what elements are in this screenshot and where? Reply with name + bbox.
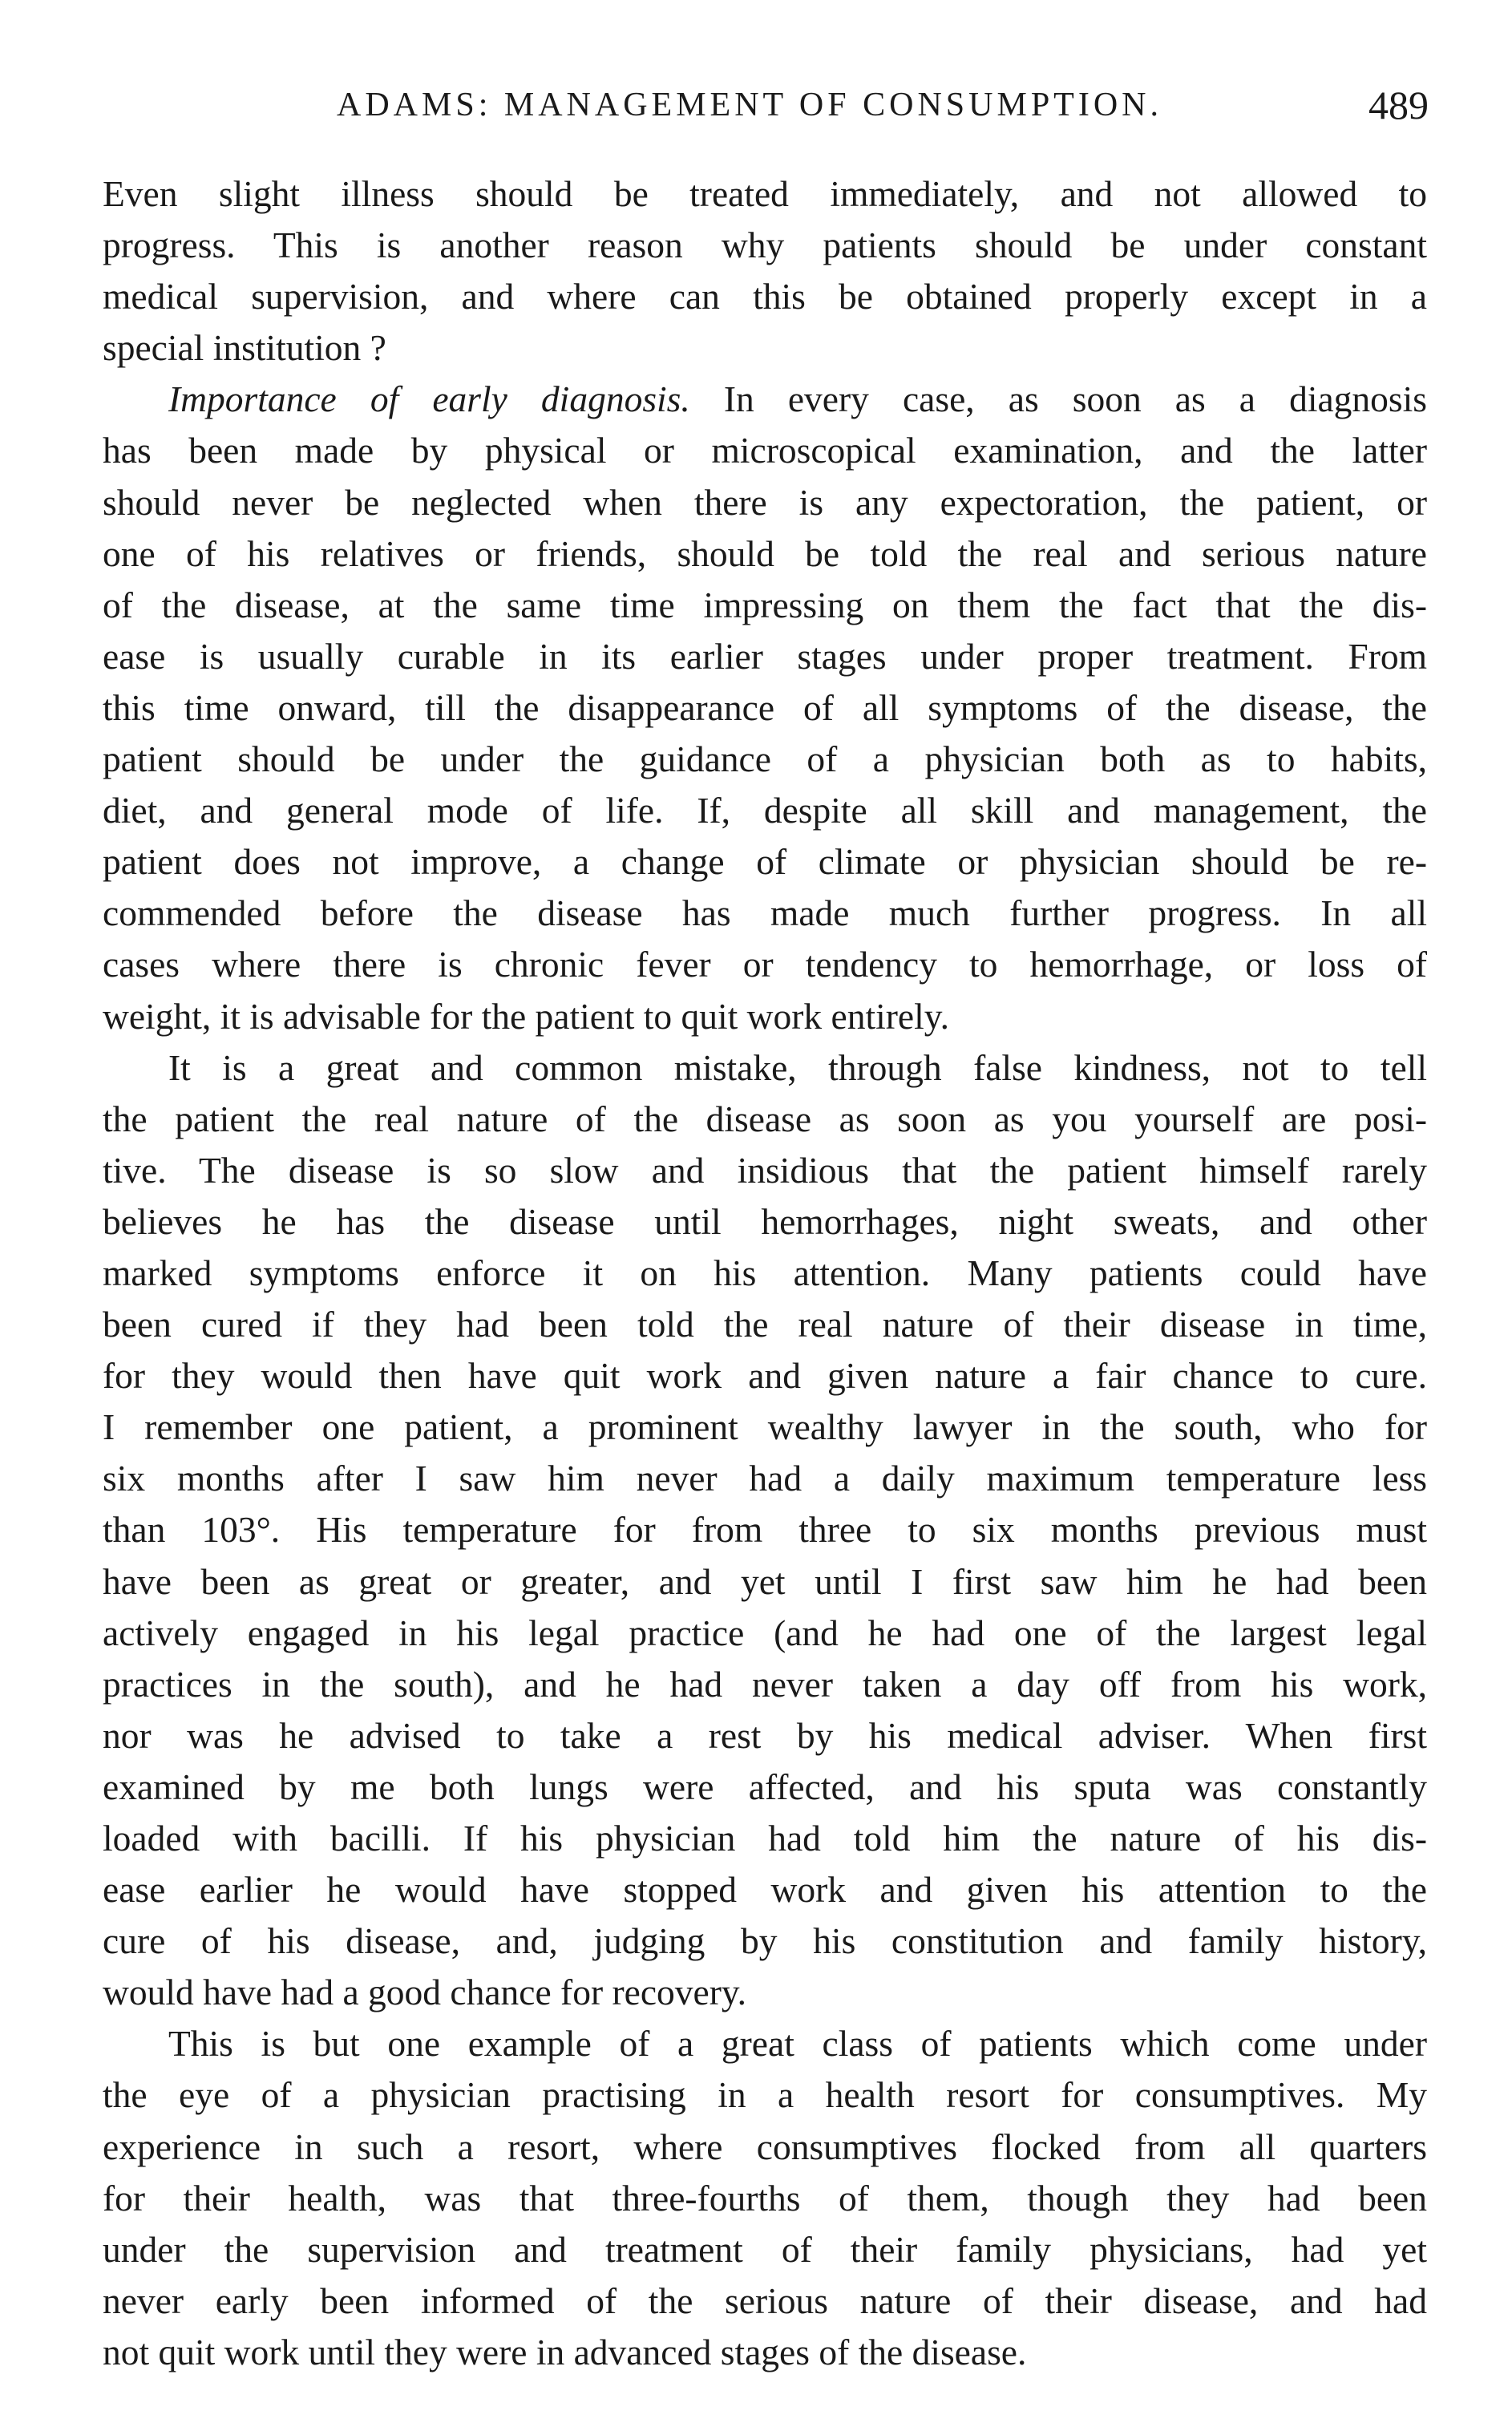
line-text: not quit work until they were in advanced stages of the disease. <box>103 2331 1027 2372</box>
line-text: ease is usually curable in its earlier stages under proper treatment. From <box>103 635 1427 677</box>
text-line <box>103 2173 1427 2224</box>
line-text: progress. This is another reason why patients should be under constant <box>103 225 1427 266</box>
line-text: has been made by physical or microscopical examination, and the latter <box>103 430 1427 471</box>
line-text: than 103°. His temperature for from three to six months previous must <box>103 1509 1427 1551</box>
line-text: cases where there is chronic fever or tendency to hemorrhage, or loss of <box>103 944 1427 985</box>
text-line <box>103 1659 1427 1710</box>
text-line <box>103 220 1427 271</box>
line-text: for they would then have quit work and given nature a fair chance to cure. <box>103 1355 1427 1397</box>
paragraph <box>103 1042 1427 2019</box>
line-text: commended before the disease has made much further progress. In all <box>103 892 1427 934</box>
text-line <box>103 168 1427 220</box>
line-text: practices in the south), and he had never taken a day off from his work, <box>103 1663 1427 1705</box>
line-text: should never be neglected when there is any expectoration, the patient, or <box>103 481 1427 523</box>
text-line <box>103 2275 1427 2327</box>
line-text: nor was he advised to take a rest by his medical adviser. When first <box>103 1714 1427 1756</box>
line-text: This is but one example of a great class of patients which come under <box>168 2023 1427 2065</box>
line-text: diet, and general mode of life. If, despite all skill and management, the <box>103 790 1427 831</box>
text-line <box>103 785 1427 836</box>
text-line <box>103 1196 1427 1248</box>
text-line <box>103 1042 1427 1094</box>
line-text: would have had a good chance for recovery. <box>103 1972 747 2013</box>
text-line <box>103 1864 1427 1915</box>
line-text: marked symptoms enforce it on his attention. Many patients could have <box>103 1252 1427 1293</box>
text-line <box>103 1299 1427 1350</box>
text-line <box>103 836 1427 888</box>
line-text: In every case, as soon as a diagnosis <box>689 378 1427 420</box>
line-text: weight, it is advisable for the patient to quit work entirely. <box>103 995 949 1037</box>
text-line <box>103 374 1427 425</box>
running-head <box>104 77 1429 133</box>
text-line <box>103 888 1427 939</box>
line-text: for their health, was that three-fourths of them, though they had been <box>103 2177 1427 2219</box>
line-text: have been as great or greater, and yet until I first saw him he had been <box>103 1560 1427 1602</box>
text-line <box>103 1402 1427 1453</box>
text-line <box>103 1094 1427 1145</box>
line-text: special institution ? <box>103 327 386 369</box>
line-text: been cured if they had been told the real nature of their disease in time, <box>103 1304 1427 1345</box>
line-text: this time onward, till the disappearance of all symptoms of the disease, the <box>103 686 1427 728</box>
line-text: the patient the real nature of the disease as soon as you yourself are posi- <box>103 1098 1427 1139</box>
line-text: never early been informed of the serious nature of their disease, and had <box>103 2279 1427 2321</box>
line-text: I remember one patient, a prominent wealthy lawyer in the south, who for <box>103 1406 1427 1448</box>
line-text: actively engaged in his legal practice (and he had one of the largest legal <box>103 1612 1427 1653</box>
text-line <box>103 1813 1427 1864</box>
text-line <box>103 939 1427 990</box>
run-in-heading: Importance of early diagnosis. <box>168 378 690 420</box>
line-text: It is a great and common mistake, through false kindness, not to tell <box>168 1046 1427 1088</box>
paragraph <box>103 2018 1427 2378</box>
text-line <box>103 1967 1427 2018</box>
page-number: 489 <box>1368 83 1429 127</box>
text-line <box>103 1556 1427 1608</box>
running-title: ADAMS: MANAGEMENT OF CONSUMPTION. <box>337 87 1162 123</box>
line-text: one of his relatives or friends, should be told the real and serious nature <box>103 532 1427 574</box>
text-line <box>103 1915 1427 1967</box>
text-line <box>103 2122 1427 2173</box>
line-text: cure of his disease, and, judging by his constitution and family history, <box>103 1920 1427 1962</box>
text-line <box>103 271 1427 322</box>
text-line <box>103 1504 1427 1555</box>
line-text: examined by me both lungs were affected, and his sputa was constantly <box>103 1766 1427 1807</box>
text-line <box>103 2018 1427 2069</box>
line-text: experience in such a resort, where consumptives flocked from all quarters <box>103 2126 1427 2167</box>
body-text <box>103 168 1427 2378</box>
text-line <box>103 1762 1427 1813</box>
text-line <box>103 734 1427 785</box>
text-line <box>103 1608 1427 1659</box>
line-text: believes he has the disease until hemorrhages, night sweats, and other <box>103 1200 1427 1242</box>
line-text: tive. The disease is so slow and insidious that the patient himself rarely <box>103 1149 1427 1191</box>
text-line <box>103 1710 1427 1762</box>
text-line <box>103 631 1427 682</box>
text-line <box>103 1350 1427 1402</box>
text-line <box>103 528 1427 580</box>
line-text: ease earlier he would have stopped work and given his attention to the <box>103 1869 1427 1911</box>
line-text: patient should be under the guidance of a physician both as to habits, <box>103 738 1427 780</box>
paragraph <box>103 168 1427 374</box>
text-line <box>103 1145 1427 1196</box>
text-line <box>103 425 1427 476</box>
text-line <box>103 580 1427 631</box>
paragraph <box>103 374 1427 1042</box>
text-line <box>103 2327 1427 2378</box>
line-text: the eye of a physician practising in a health resort for consumptives. My <box>103 2074 1427 2116</box>
text-line <box>103 991 1427 1042</box>
line-text: loaded with bacilli. If his physician had told him the nature of his dis- <box>103 1818 1427 1859</box>
text-line <box>103 477 1427 528</box>
text-line <box>103 2224 1427 2275</box>
line-text: Even slight illness should be treated immediately, and not allowed to <box>103 173 1427 214</box>
line-text: medical supervision, and where can this be obtained properly except in a <box>103 276 1427 318</box>
text-line <box>103 322 1427 374</box>
line-text: under the supervision and treatment of their family physicians, had yet <box>103 2228 1427 2270</box>
line-text: of the disease, at the same time impressing on them the fact that the dis- <box>103 584 1427 625</box>
text-line <box>103 1453 1427 1504</box>
text-line <box>103 1248 1427 1299</box>
line-text: patient does not improve, a change of climate or physician should be re- <box>103 841 1427 883</box>
text-line <box>103 2069 1427 2121</box>
text-line <box>103 682 1427 734</box>
line-text: six months after I saw him never had a daily maximum temperature less <box>103 1458 1427 1499</box>
